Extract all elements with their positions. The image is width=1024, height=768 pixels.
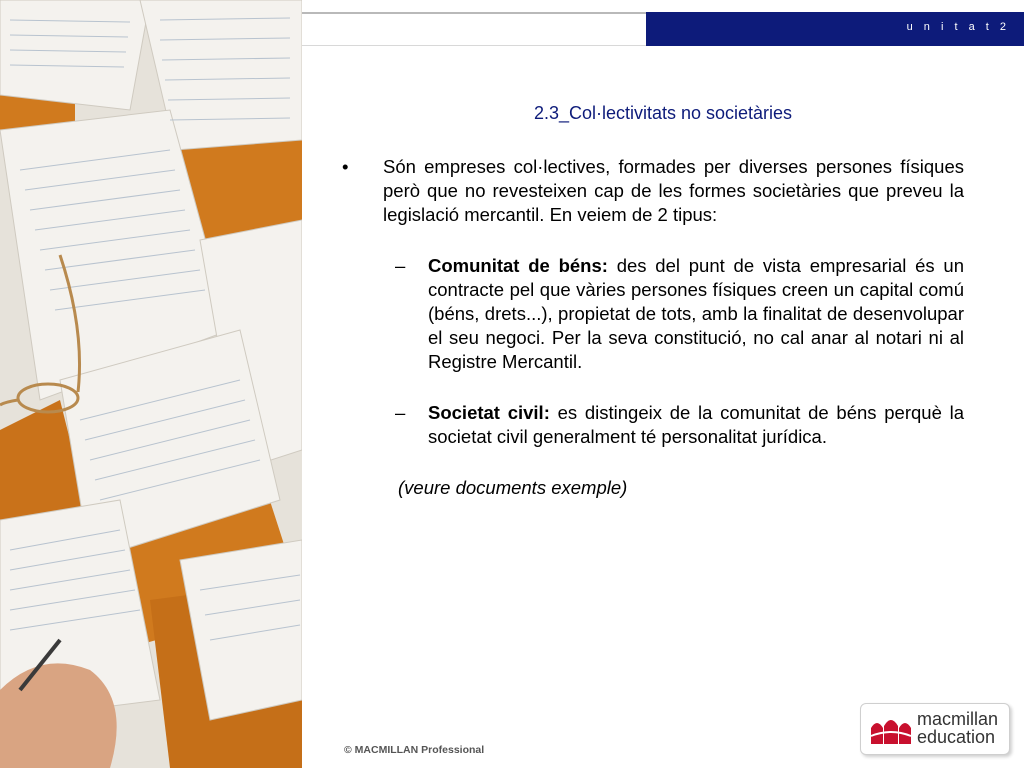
- logo-line-2: education: [917, 727, 996, 747]
- logo-line-1: macmillan: [917, 709, 999, 729]
- sub-item-comunitat: [342, 254, 964, 374]
- slide-content: [342, 155, 964, 500]
- bullet-item: [342, 155, 964, 227]
- header-rule: [302, 12, 646, 46]
- text-societat: es distingeix de la comunitat de béns perquè la societat civil generalment té personalitat jurídica.: [428, 402, 964, 447]
- slide-title: 2.3_Col·lectivitats no societàries: [533, 103, 793, 123]
- unit-label: u n i t a t 2: [906, 21, 1010, 33]
- decorative-photo-panel: [0, 0, 302, 768]
- macmillan-flame-icon: [869, 714, 913, 746]
- macmillan-logo: [860, 703, 1010, 755]
- dash-mark: –: [395, 255, 406, 276]
- bullet-mark: •: [342, 156, 349, 177]
- bullet-text: Són empreses col·lectives, formades per diverses persones físiques però que no revesteixen cap de les formes societàries que preveu la legislació mercantil. En veiem de 2 tipus:: [383, 156, 964, 225]
- text-comunitat: des del punt de vista empresarial és un contracte pel que vàries persones físiques creen un capital comú (béns, drets...), propietat de tots, amb la finalitat de desenvolupar el seu negoci. Per la seva constitució, no cal anar al notari ni al Registre Mercantil.: [428, 255, 964, 372]
- desk-papers-illustration: [0, 0, 302, 768]
- documents-note: (veure documents exemple): [398, 477, 628, 498]
- sub-item-societat: [342, 401, 964, 449]
- term-societat: Societat civil:: [428, 402, 550, 423]
- term-comunitat: Comunitat de béns:: [428, 255, 608, 276]
- logo-wordmark: [917, 710, 998, 746]
- copyright-text: © MACMILLAN Professional: [344, 744, 485, 756]
- header-band: [646, 12, 1024, 46]
- dash-mark: –: [395, 402, 406, 423]
